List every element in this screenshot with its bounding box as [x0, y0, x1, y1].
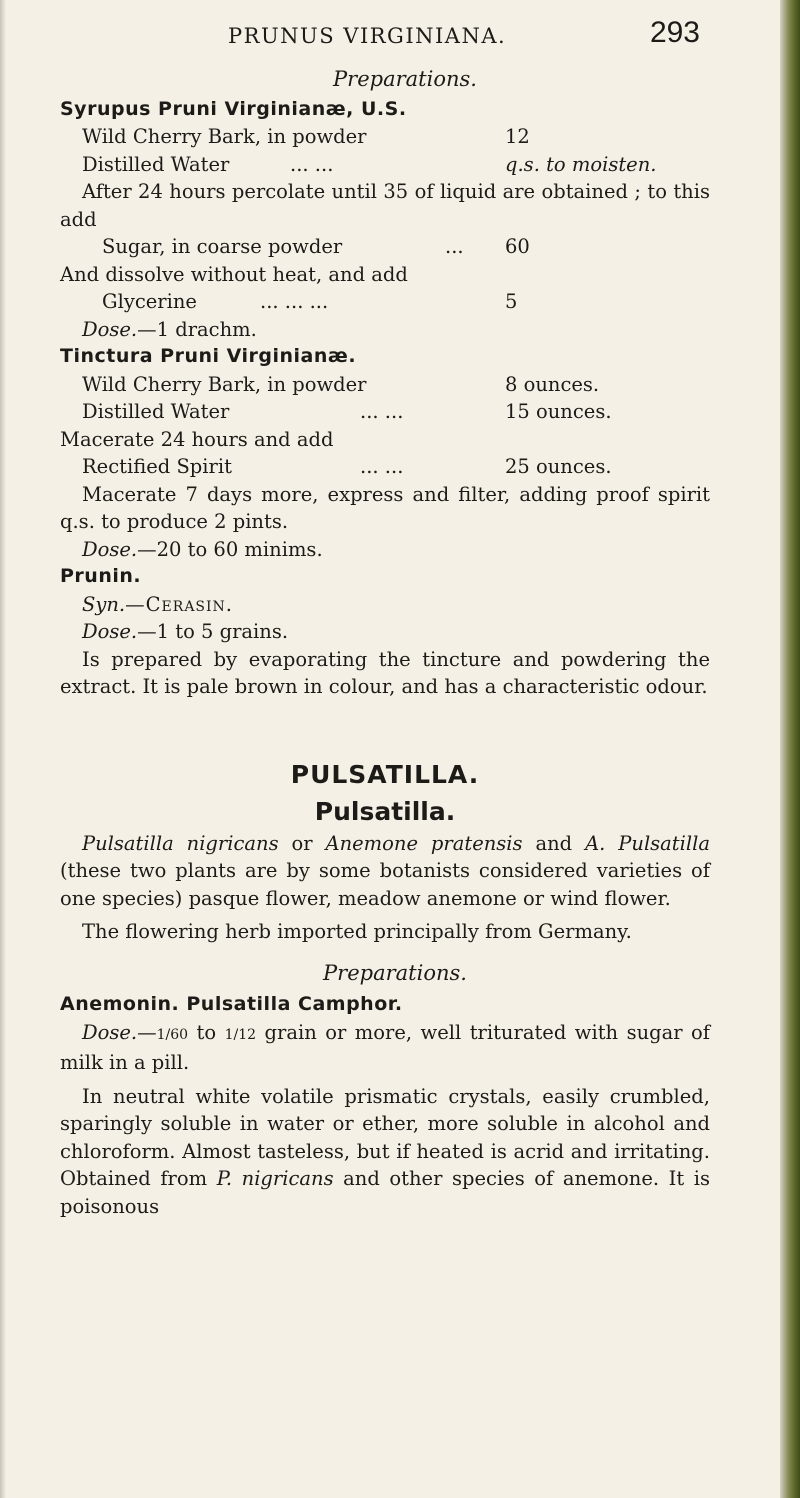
preparations-heading: Preparations. — [333, 67, 477, 91]
page-content — [60, 66, 710, 1220]
row-label: Wild Cherry Bark, in powder — [82, 372, 367, 396]
dose-label: Dose. — [82, 317, 138, 341]
syrupus-row-sugar — [60, 233, 710, 261]
row-value: 5 — [505, 290, 518, 313]
row-label: Wild Cherry Bark, in powder — [82, 125, 367, 148]
section-subtitle: Pulsatilla. — [314, 797, 456, 826]
dose-text: —1 to 5 grains. — [137, 620, 289, 643]
book-spine-edge — [780, 0, 800, 1498]
prunin-text: Is prepared by evaporating the tincture and powdering the extract. It is pale brown in colour, and has a characteristic odour. — [60, 647, 710, 698]
page-left-edge — [0, 0, 6, 1498]
species-name: Anemone pratensis — [325, 831, 523, 855]
dose-dash: — — [137, 1020, 157, 1044]
prunin-title: Prunin. — [60, 565, 142, 587]
row-dots: ... ... — [290, 152, 334, 176]
tinctura-title: Tinctura Pruni Virginianæ. — [60, 345, 357, 367]
tinctura-row-bark — [60, 371, 710, 399]
syrupus-after: After 24 hours percolate until 35 of liquid are obtained ; to this add — [60, 180, 710, 231]
page-number: 293 — [649, 16, 700, 49]
syrupus-row-water — [60, 151, 710, 179]
dose-label: Dose. — [82, 620, 138, 643]
dose-text: —1 drachm. — [137, 317, 257, 341]
row-label: Sugar, in coarse powder — [102, 235, 343, 258]
row-label: Distilled Water — [82, 152, 230, 176]
pulsatilla-dose — [60, 1019, 710, 1077]
pulsatilla-prep-line: Anemonin. Pulsatilla Camphor. — [60, 993, 403, 1015]
tinctura-macerate1: Macerate 24 hours and add — [60, 427, 334, 451]
running-head-title: PRUNUS VIRGINIANA. — [228, 24, 507, 48]
text-run: In neutral white volatile prismatic crystals, easily crumbled, sparingly soluble in water or ether, more soluble in alcohol and chloroform. Almost tasteless, but if heated is acrid and irritating. Obtained from — [60, 1084, 710, 1190]
syrupus-dose — [60, 316, 710, 344]
text-run: grain or more, well triturated with sugar of milk in a pill. — [60, 1020, 710, 1074]
pulsatilla-para2: The flowering herb imported principally from Germany. — [82, 920, 632, 943]
tinctura-row-water — [60, 398, 710, 426]
dose-label: Dose. — [82, 537, 138, 561]
row-value: 15 ounces. — [505, 400, 612, 423]
tinctura-row-spirit — [60, 453, 710, 481]
text-run: and — [522, 831, 586, 855]
text-run: or — [278, 831, 326, 855]
row-dots: ... ... — [360, 400, 404, 423]
dose-fraction-1: 1/60 — [156, 1026, 189, 1043]
species-name: Pulsatilla nigricans — [82, 831, 279, 855]
syrupus-dissolve: And dissolve without heat, and add — [60, 262, 408, 286]
pulsatilla-para1 — [60, 830, 710, 913]
dose-label: Dose. — [82, 1020, 138, 1044]
species-name: P. nigricans — [216, 1167, 334, 1190]
row-dots: ... ... — [360, 455, 404, 478]
row-value: 25 ounces. — [505, 455, 612, 478]
text-run: and other species of anemone. It is poisonous — [60, 1167, 711, 1218]
section-title: PULSATILLA. — [290, 759, 480, 789]
row-dots: ... ... ... — [260, 290, 329, 313]
syrupus-row-bark — [60, 123, 710, 151]
running-head — [200, 14, 700, 54]
dose-fraction-2: 1/12 — [224, 1026, 257, 1043]
dose-text: —20 to 60 minims. — [137, 537, 323, 561]
text-run: (these two plants are by some botanists considered varieties of one species) pasque flower, meadow anemone or wind flower. — [60, 859, 710, 910]
syrupus-row-glycerine — [60, 288, 710, 316]
row-label: Distilled Water — [82, 400, 230, 423]
syn-text: —Cerasin. — [125, 592, 234, 616]
row-label: Glycerine — [102, 290, 197, 313]
tinctura-macerate2: Macerate 7 days more, express and filter, adding proof spirit q.s. to produce 2 pints. — [60, 482, 710, 533]
row-label: Rectified Spirit — [82, 455, 232, 478]
pulsatilla-preparations-heading: Preparations. — [323, 960, 467, 985]
syn-label: Syn. — [82, 592, 126, 616]
species-name: A. Pulsatilla — [585, 831, 710, 855]
pulsatilla-para3 — [60, 1083, 710, 1221]
row-value: 12 — [505, 125, 530, 148]
text-run: to — [188, 1020, 225, 1044]
row-value: 8 ounces. — [505, 372, 600, 396]
prunin-dose — [60, 618, 710, 646]
row-dots: ... — [445, 235, 464, 258]
row-value: q.s. to moisten. — [505, 152, 657, 176]
tinctura-dose — [60, 536, 710, 564]
prunin-syn — [60, 591, 710, 619]
syrupus-title: Syrupus Pruni Virginianæ, U.S. — [60, 97, 407, 120]
row-value: 60 — [505, 235, 530, 258]
